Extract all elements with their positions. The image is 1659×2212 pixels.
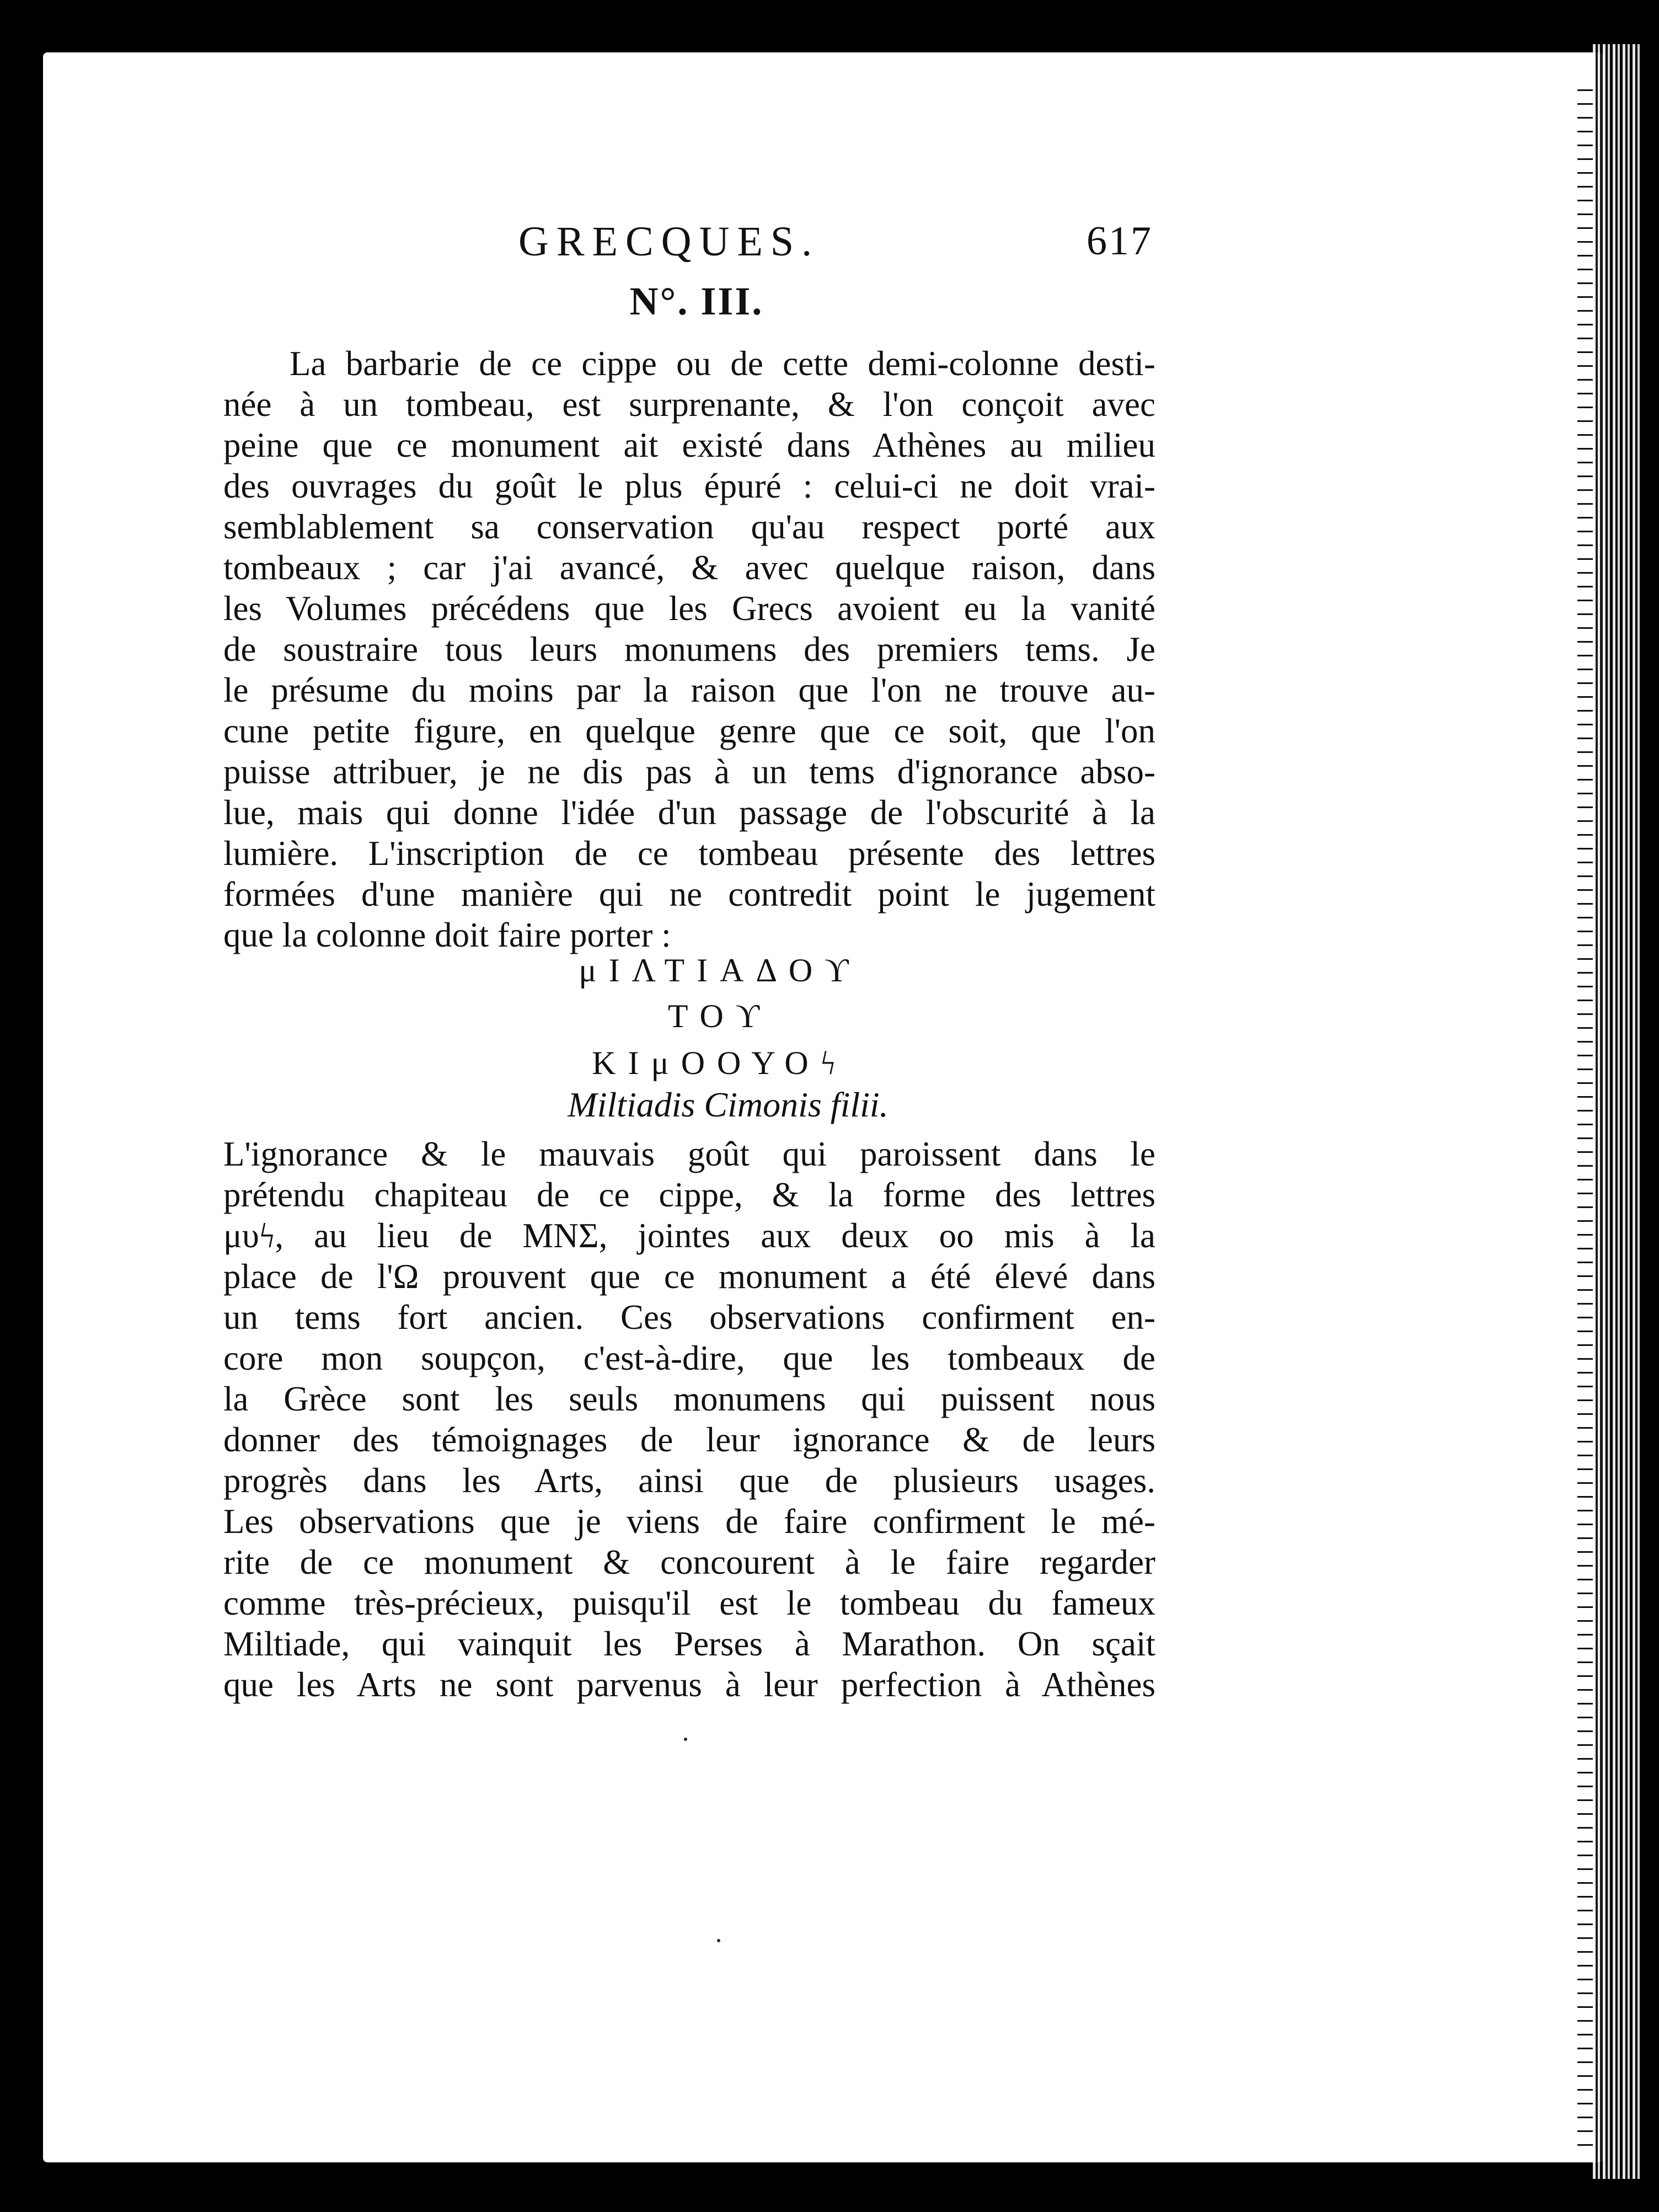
paragraph-2 bbox=[223, 1134, 1155, 1705]
section-number: N°. III. bbox=[629, 279, 764, 323]
text-line: un tems fort ancien. Ces observations confirment en- bbox=[223, 1298, 1155, 1337]
inscription-line-2: ΤΟϒ bbox=[667, 998, 772, 1034]
text-line: née à un tombeau, est surprenante, & l'on conçoit avec bbox=[223, 385, 1155, 424]
text-line: Miltiade, qui vainquit les Perses à Marathon. On sçait bbox=[223, 1625, 1155, 1663]
text-line: L'ignorance & le mauvais goût qui paroissent dans le bbox=[223, 1135, 1155, 1173]
running-title: GRECQUES. bbox=[518, 218, 820, 265]
text-line: le présume du moins par la raison que l'on ne trouve au- bbox=[223, 671, 1155, 709]
page-edge-shadow bbox=[1577, 77, 1593, 2151]
page-number: 617 bbox=[1087, 218, 1153, 264]
text-line: place de l'Ω prouvent que ce monument a été élevé dans bbox=[223, 1257, 1155, 1296]
text-line: lue, mais qui donne l'idée d'un passage de l'obscurité à la bbox=[223, 793, 1155, 832]
text-line: formées d'une manière qui ne contredit point le jugement bbox=[223, 875, 1155, 913]
text-line: prétendu chapiteau de ce cippe, & la forme des lettres bbox=[223, 1176, 1155, 1214]
book-fore-edge bbox=[1593, 44, 1642, 2179]
text-line: tombeaux ; car j'ai avancé, & avec quelque raison, dans bbox=[223, 548, 1155, 587]
text-line: La barbarie de ce cippe ou de cette demi-colonne desti- bbox=[290, 344, 1155, 383]
text-line: μυϟ, au lieu de ΜΝΣ, jointes aux deux οο mis à la bbox=[223, 1216, 1155, 1255]
text-line: cune petite figure, en quelque genre que ce soit, que l'on bbox=[223, 712, 1155, 750]
text-line: peine que ce monument ait existé dans Athènes au milieu bbox=[223, 426, 1155, 464]
text-line: que la colonne doit faire porter : bbox=[223, 916, 671, 954]
text-line: semblablement sa conservation qu'au respect porté aux bbox=[223, 507, 1155, 546]
paragraph-1 bbox=[223, 343, 1155, 955]
text-line: donner des témoignages de leur ignorance & de leurs bbox=[223, 1420, 1155, 1459]
text-line: rite de ce monument & concourent à le faire regarder bbox=[223, 1543, 1155, 1581]
text-line: de soustraire tous leurs monumens des premiers tems. Je bbox=[223, 630, 1155, 669]
inscription-line-1: μΙΛΤΙΑΔΟϒ bbox=[579, 952, 861, 989]
text-line: les Volumes précédens que les Grecs avoient eu la vanité bbox=[223, 589, 1155, 628]
text-line: core mon soupçon, c'est-à-dire, que les tombeaux de bbox=[223, 1339, 1155, 1377]
text-line: que les Arts ne sont parvenus à leur perfection à Athènes bbox=[223, 1665, 1155, 1704]
ink-speck bbox=[684, 1738, 687, 1741]
inscription-line-3: ΚΙμΟΟΥΟϟ bbox=[592, 1045, 848, 1081]
text-line: la Grèce sont les seuls monumens qui puissent nous bbox=[223, 1380, 1155, 1418]
text-line: Les observations que je viens de faire confirment le mé- bbox=[223, 1502, 1155, 1541]
text-line: progrès dans les Arts, ainsi que de plusieurs usages. bbox=[223, 1461, 1155, 1500]
inscription-translation: Miltiadis Cimonis filii. bbox=[568, 1085, 889, 1124]
text-line: comme très-précieux, puisqu'il est le tombeau du fameux bbox=[223, 1584, 1155, 1622]
text-line: lumière. L'inscription de ce tombeau présente des lettres bbox=[223, 834, 1155, 873]
ink-speck bbox=[717, 1939, 720, 1942]
text-line: des ouvrages du goût le plus épuré : celui-ci ne doit vrai- bbox=[223, 467, 1155, 505]
text-line: puisse attribuer, je ne dis pas à un tems d'ignorance abso- bbox=[223, 752, 1155, 791]
